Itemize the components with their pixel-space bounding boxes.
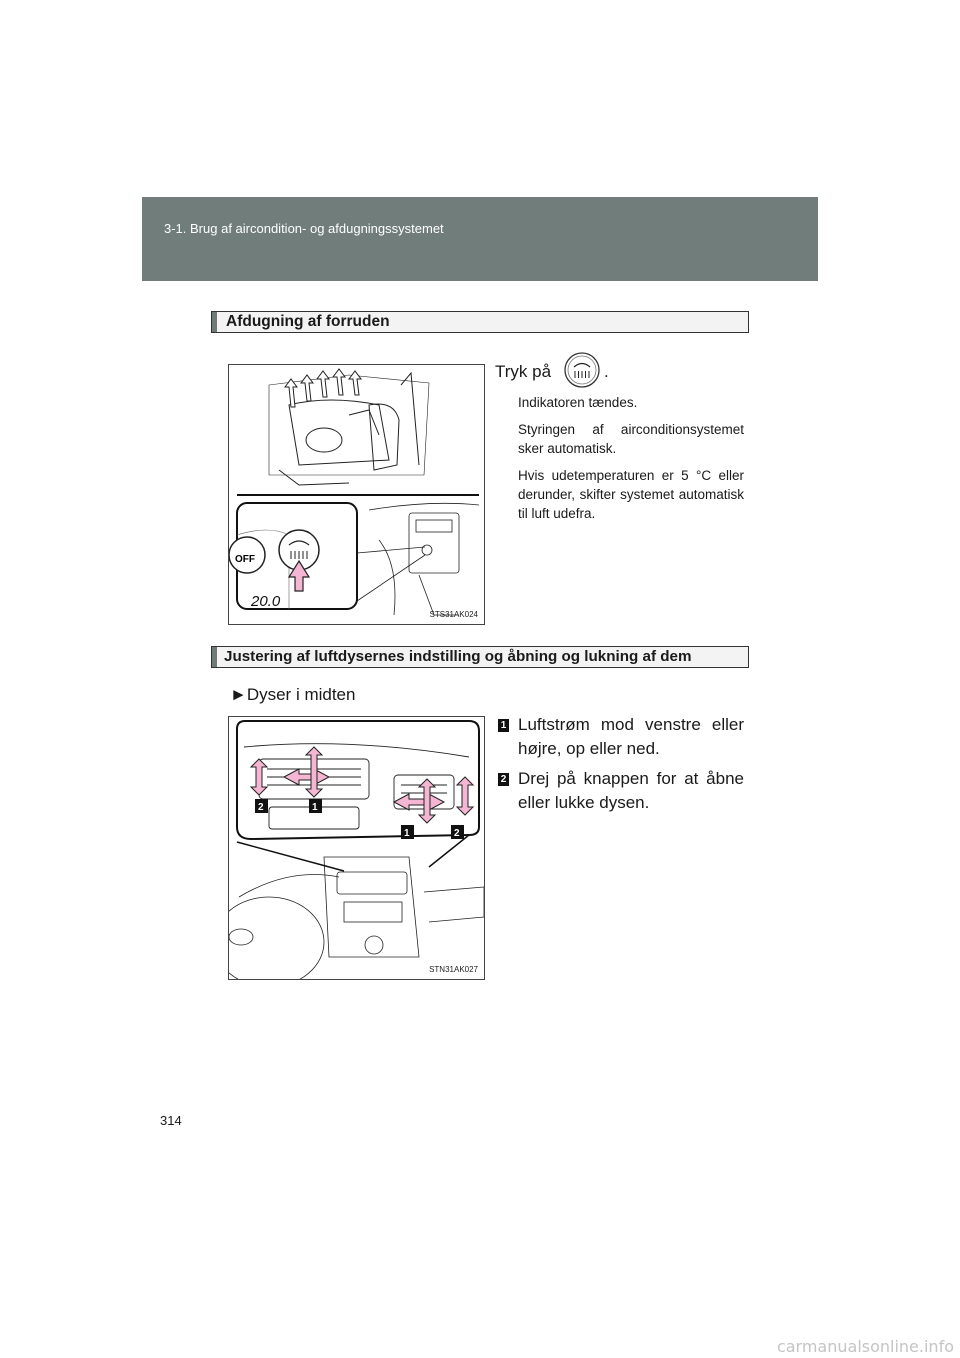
item-number-1: 1	[498, 719, 509, 732]
vent-label-2a: 2	[258, 802, 264, 813]
figure-code: STS31AK024	[429, 610, 478, 619]
item-2-text	[518, 767, 744, 815]
defroster-button-icon[interactable]	[562, 350, 602, 390]
note-outside-air: Hvis udetemperaturen er 5 °C eller derunder, skifter systemet automatisk til luft udefra.	[518, 468, 744, 521]
vent-label-1a: 1	[312, 802, 318, 813]
page-number: 314	[160, 1113, 182, 1128]
instruction-suffix: .	[604, 362, 609, 381]
section-accent	[212, 312, 217, 332]
section-title: Afdugning af forruden	[226, 313, 390, 330]
vent-label-2b: 2	[454, 828, 460, 839]
item-1-line2: højre, op eller ned.	[518, 739, 660, 758]
figure-code: STN31AK027	[429, 965, 478, 974]
note-automatic: Styringen af airconditionsystemet sker automatisk.	[518, 422, 744, 456]
subheading-text: Dyser i midten	[246, 685, 356, 704]
item-number-2: 2	[498, 773, 509, 786]
figure-vents	[228, 716, 485, 980]
subheading-marker: ►	[230, 685, 247, 704]
item-2-line1: Drej på knappen for at åbne	[518, 769, 744, 788]
item-1-line1: Luftstrøm mod venstre eller	[518, 715, 744, 734]
figure-defogger	[228, 364, 485, 625]
section-title: Justering af luftdysernes indstilling og åbning og lukning af dem	[224, 648, 692, 665]
watermark: carmanualsonline.info	[776, 1337, 954, 1356]
item-2-line2: eller lukke dysen.	[518, 793, 650, 812]
chapter-header	[142, 197, 818, 281]
instruction-prefix: Tryk på	[495, 362, 552, 381]
defogger-illustration	[229, 365, 485, 625]
subheading	[230, 683, 355, 707]
instruction-line	[495, 360, 551, 384]
item-1-text	[518, 713, 744, 761]
note-indicator: Indikatoren tændes.	[518, 395, 638, 410]
section-heading-vents	[211, 646, 749, 668]
section-accent	[212, 647, 217, 667]
vent-label-1b: 1	[404, 828, 410, 839]
temperature-display: 20.0	[251, 593, 281, 610]
section-heading-defog	[211, 311, 749, 333]
off-label: OFF	[235, 554, 255, 565]
chapter-title: 3-1. Brug af aircondition- og afdugningssystemet	[164, 221, 444, 236]
vents-illustration	[229, 717, 485, 980]
